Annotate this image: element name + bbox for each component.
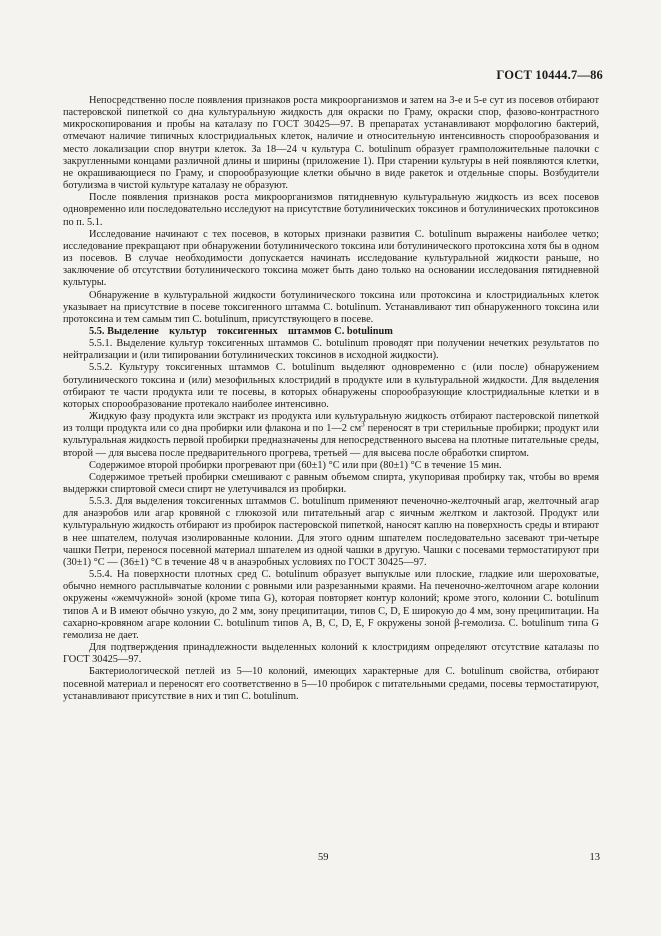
- standard-header: ГОСТ 10444.7—86: [496, 68, 603, 82]
- text-segment: переносят в три стерильные пробирки; продукт или культуральная жидкость первой пробирки предназначены для непосредственного высева на плотные питательные среды, второй — для высева после предварительного прогрева, третьей — для высева после обработки спиртом.: [63, 423, 600, 459]
- section-number: 5.5.: [89, 325, 105, 337]
- paragraph: Содержимое второй пробирки прогревают при (60±1) °С или при (80±1) °С в течение 15 мин.: [89, 459, 502, 471]
- section-heading: [63, 326, 599, 338]
- paragraph: 5.5.1. Выделение культур токсигенных штаммов С. botulinum проводят при получении нечетких результатов по нейтрализации и (или типировании ботулинических токсинов в исходной жидкости).: [63, 338, 599, 362]
- body-text: [63, 95, 599, 703]
- section-word: токсигенных: [217, 325, 278, 337]
- paragraph: 5.5.4. На поверхности плотных сред С. botulinum образует выпуклые или плоские, гладкие или шероховатые, обычно немного расплывчатые колонии с ровными или разрезанными краями. На печеночно-желточном агаре колонии окружены «жемчужной» зоной (кроме типа G), которая повторяет контур колоний; кроме этого, колонии С. botulinum типов А и В имеют обычно узкую, до 2 мм, зону преципитации, типов С, D, Е широкую до 4 мм, зону преципитации. На сахарно-кровяном агаре колонии С. botulinum типов А, В, С, D, Е, F окружены зоной β-гемолиза. С. botulinum типа G гемолиза не дает.: [63, 569, 599, 641]
- section-word: С. botulinum: [334, 325, 393, 337]
- superscript: 3: [361, 420, 365, 429]
- paragraph: Бактериологической петлей из 5—10 колоний, имеющих характерные для С. botulinum свойства, отбирают посевной материал и переносят его соответственно в 5—10 пробирок с питательными средами, посевы термостатируют, устанавливают присутствие в них и тип С. botulinum.: [63, 666, 599, 702]
- paragraph-liquid-phase: [63, 411, 599, 460]
- paragraph: Непосредственно после появления признаков роста микроорганизмов и затем на 3-е и 5-е сут из посевов отбирают пастеровской пипеткой со дна культуральную жидкость для окраски по Граму, окраски спор, фазово-контрастного микроскопирования и пробы на каталазу по ГОСТ 30425—97. В препаратах устанавливают морфологию бактерий, отмечают наличие типичных клостридиальных клеток, наличие и относительную интенсивность спорообразования и место локализации спор внутри клеток. За 18—24 ч культура С. botulinum образует грамположительные палочки с закругленными концами различной длины и ширины (приложение 1). При старении культуры в ней появляются клетки, не окрашивающиеся по Граму, и спорообразующие клетки обычно в виде ракеток и отдельные споры. Возбудители ботулизма в чистой культуре каталазу не образуют.: [63, 95, 599, 192]
- paragraph: Исследование начинают с тех посевов, в которых признаки развития С. botulinum выражены наиболее четко; исследование прекращают при обнаружении ботулинического токсина или ботулинического протоксина хотя бы в одном из посевов. В случае необходимости допускается начинать исследование культуральной жидкости раньше, но заключение об отсутствии ботулинического токсина может быть дано только на основании исследования пятидневной культуры.: [63, 228, 599, 289]
- section-word: Выделение: [107, 325, 159, 337]
- text-segment: Жидкую фазу продукта или экстракт из продукта или культуральную жидкость отбирают пастеровской пипеткой из толщи продукта или со дна пробирки или флакона и по 1—2 см: [63, 411, 599, 435]
- paragraph: 5.5.3. Для выделения токсигенных штаммов С. botulinum применяют печеночно-желточный агар, желточный агар для анаэробов или агар кровяной с глюкозой или питательный агар с яичным желтком и лактозой. Продукт или культуральную жидкость отбирают из пробирок пастеровской пипеткой, наносят каплю на поверхность среды и втирают в нее шпателем, получая изолированные колонии. Для этого одним шпателем последовательно засевают три-четыре чашки Петри, перенося посевной материал шпателем из одной чашки в другую. Чашки с посевами термостатируют при (30±1) °С — (36±1) °С в течение 48 ч в анаэробных условиях по ГОСТ 30425—97.: [63, 496, 599, 568]
- paragraph: 5.5.2. Культуру токсигенных штаммов С. botulinum выделяют одновременно с (или после) обнаружением ботулинического токсина и (или) мезофильных клостридий в продукте или в культуральной жидкости. Для выделения отбирают те части продукта или те посевы, в которых обнаружены спорообразующие клостридиальные клетки и в которых спорообразование протекало наиболее интенсивно.: [63, 362, 599, 410]
- section-word: культур: [169, 325, 207, 337]
- page-number-center: 59: [318, 852, 329, 863]
- paragraph: Содержимое третьей пробирки смешивают с равным объемом спирта, укупоривая пробирку так, чтобы во время выдержки спиртовой смеси спирт не улетучивался из пробирки.: [63, 471, 599, 495]
- page-number-right: 13: [589, 852, 600, 863]
- paragraph: Для подтверждения принадлежности выделенных колоний к клостридиям определяют отсутствие каталазы по ГОСТ 30425—97.: [63, 642, 599, 666]
- section-word: штаммов: [288, 325, 332, 337]
- paragraph: После появления признаков роста микроорганизмов пятидневную культуральную жидкость из всех посевов одновременно или последовательно исследуют на присутствие ботулинических токсинов и ботулинических протоксинов по п. 5.1.: [63, 192, 599, 228]
- paragraph: Обнаружение в культуральной жидкости ботулинического токсина или протоксина и клостридиальных клеток указывает на присутствие в посеве токсигенного штамма С. botulinum. Устанавливают тип обнаруженного токсина или протоксина и тем самым тип С. botulinum, присутствующего в посеве.: [63, 289, 599, 325]
